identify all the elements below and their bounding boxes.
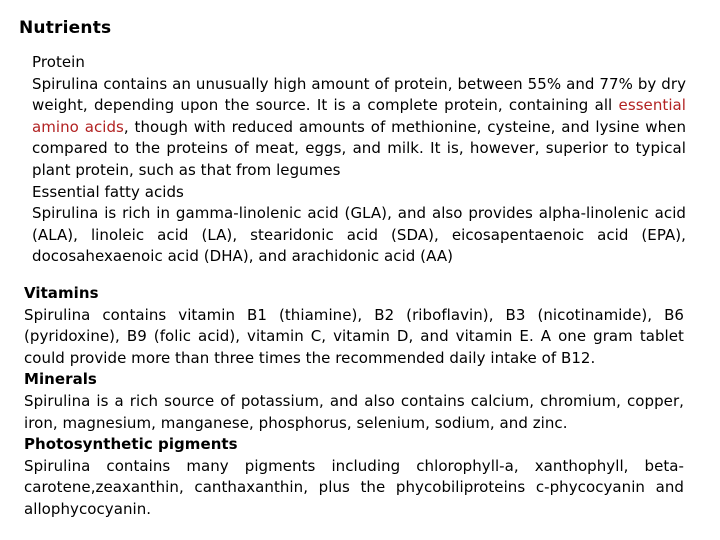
protein-heading: Protein [32, 53, 85, 71]
fatty-acids-paragraph: Spirulina is rich in gamma-linolenic acid (GLA), and also provides alpha-linolenic acid (ALA), linoleic acid (LA), stearidonic acid (SDA), eicosapentaenoic acid (EPA), docosahexaenoic acid (DHA), and arachidonic acid (AA) [32, 204, 686, 266]
pigments-paragraph: Spirulina contains many pigments including chlorophyll-a, xanthophyll, beta-carotene,zeaxanthin, canthaxanthin, plus the phycobiliproteins c-phycocyanin and allophycocyanin. [24, 456, 684, 518]
essential-amino-acids-link[interactable]: essential amino acids [32, 96, 686, 136]
pigments-heading: Photosynthetic pigments [24, 435, 238, 454]
protein-text-start: Spirulina contains an unusually high amount of protein, between 55% and 77% by dry weight, depending upon the source. It is a complete protein, containing all [32, 74, 686, 115]
protein-paragraph [32, 74, 686, 182]
minerals-paragraph: Spirulina is a rich source of potassium, and also contains calcium, chromium, copper, iron, magnesium, manganese, phosphorus, selenium, sodium, and zinc. [24, 391, 684, 432]
vitamins-paragraph: Spirulina contains vitamin B1 (thiamine), B2 (riboflavin), B3 (nicotinamide), B6 (pyridoxine), B9 (folic acid), vitamin C, vitamin D, and vitamin E. A one gram tablet could provide more than three times the recommended daily intake of B12. [24, 305, 684, 367]
section-vitamins-minerals-pigments [24, 283, 684, 521]
section-protein-fatty-acids [32, 52, 686, 268]
fatty-acids-heading: Essential fatty acids [32, 182, 184, 201]
protein-text-end: , though with reduced amounts of methionine, cysteine, and lysine when compared to the proteins of meat, eggs, and milk. It is, however, superior to typical plant protein, such as that from legumes [32, 117, 686, 179]
page-title: Nutrients [19, 18, 112, 38]
minerals-heading: Minerals [24, 370, 97, 389]
vitamins-heading: Vitamins [24, 284, 99, 302]
